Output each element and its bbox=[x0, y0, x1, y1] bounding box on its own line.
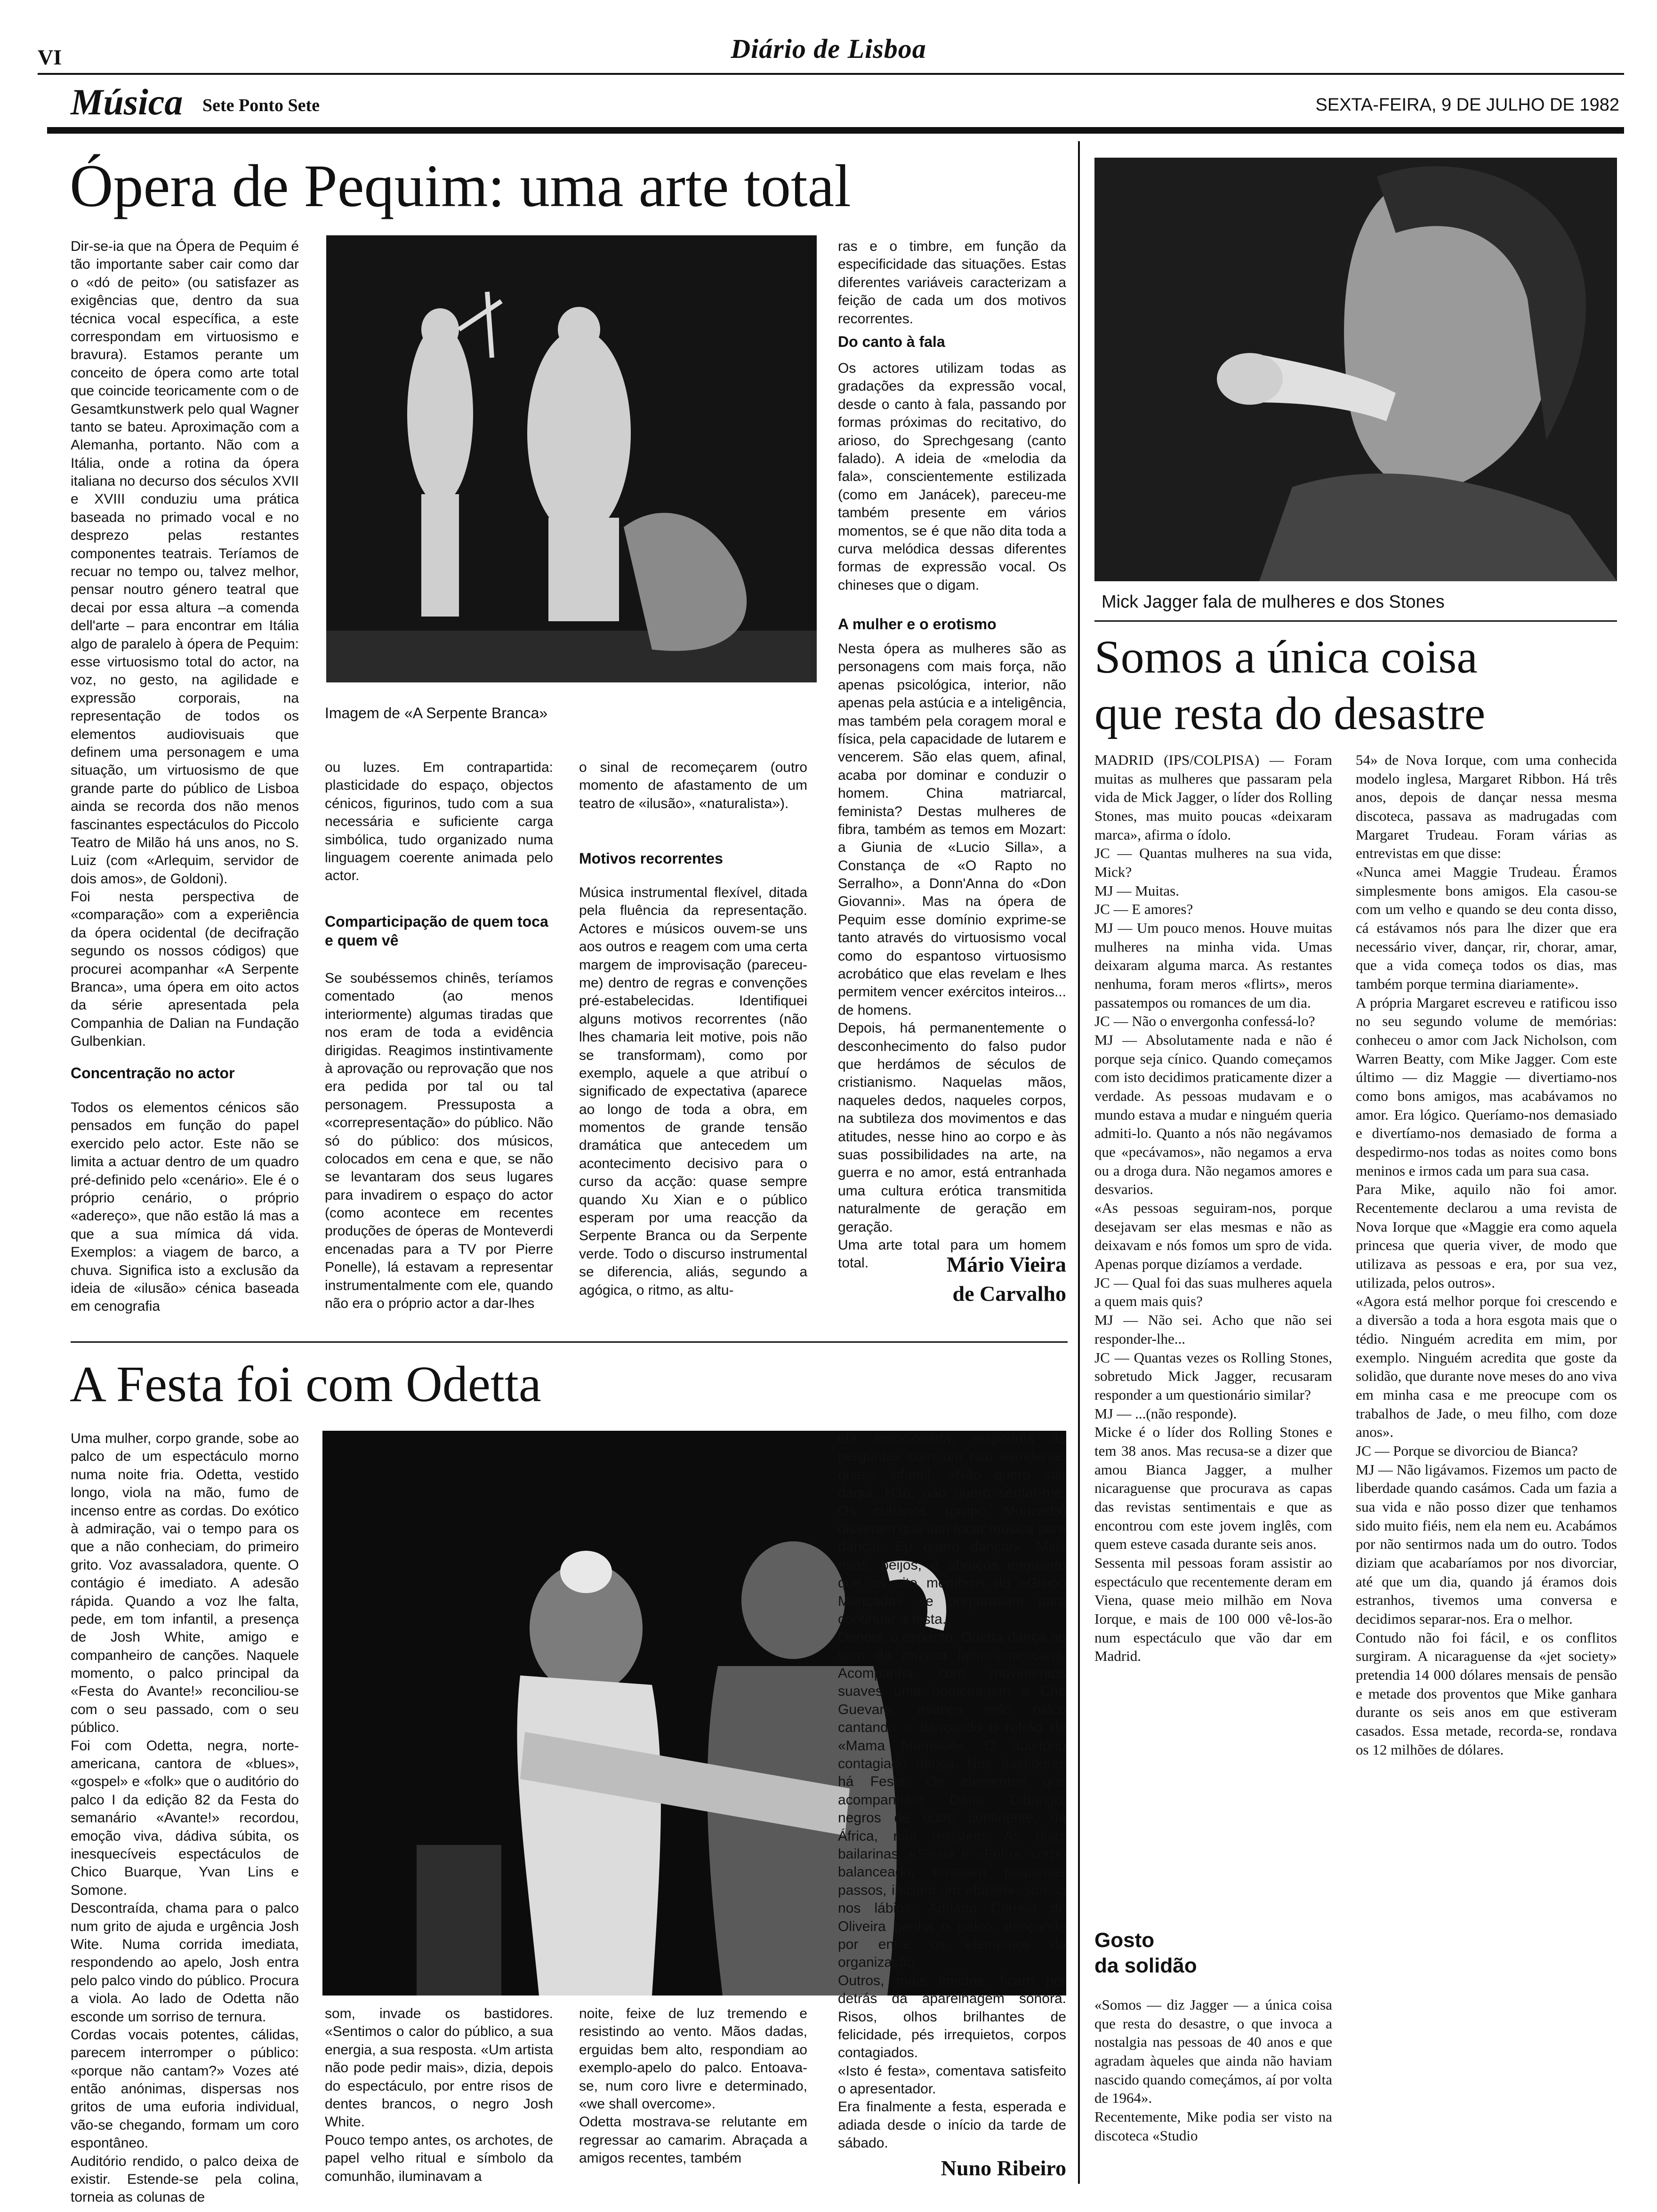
opera-col4c-text: Nesta ópera as mulheres são as personagens com mais força, não apenas psicológica, interior, não apenas pela astúcia e a inteligência, mas também pela coragem moral e física, pela capacidade de lutarem e vencerem. São elas quem, afinal, acaba por dominar e conduzir o homem. China matriarcal, feminista? Destas mulheres de fibra, também as temos em Mozart: a Giunia de «Lucio Silla», a Constança de «O Rapto no Serralho», a Donn'Anna do «Don Giovanni». Mas na ópera de Pequim esse domínio exprime-se tanto através do virtuosismo vocal como do espantoso virtuosismo acrobático que elas revelam e lhes permitem vencer exércitos inteiros... de homens. Depois, há permanentemente o desconhecimento do falso pudor que herdámos de séculos de cristianismo. Naquelas mãos, naqueles dedos, naqueles corpos, na subtileza dos movimentos e das atitudes, nesse hino ao corpo e às suas possibilidades na arte, na guerra e no amor, está entranhada uma cultura erótica transmitida naturalmente de geração em geração. Uma arte total para um homem total. bbox=[838, 641, 1066, 1271]
opera-subhead-woman: A mulher e o erotismo bbox=[838, 616, 997, 633]
opera-article-title: Ópera de Pequim: uma arte total bbox=[70, 152, 851, 219]
column-divider bbox=[1078, 141, 1080, 2184]
page-number: VI bbox=[38, 45, 62, 69]
jagger-title-line2: que resta do desastre bbox=[1094, 687, 1486, 739]
jagger-subhead-alone-2: da solidão bbox=[1094, 1954, 1197, 1977]
opera-col1b-text: Todos os elementos cénicos são pensados em função do papel exercido pelo actor. Este não se limita a actuar dentro de um quadro pré-definido pelo «cenário». Ele é o próprio cenário, o próprio «adereço», que não estão lá mas a que a sua mímica dá vida. Exemplos: a viagem de barco, a chuva. Significa isto a exclusão da ideia de «ilusão» cénica baseada em cenografia bbox=[71, 1100, 299, 1314]
jagger-col2-text: 54» de Nova Iorque, com uma conhecida modelo inglesa, Margaret Ribbon. Há três anos, depois de dançar nessa mesma discoteca, passava as madrugadas com Margaret Trudeau. Foram várias as entrevistas em que disse: «Nunca amei Maggie Trudeau. Éramos simplesmente bons amigos. Ela casou-se com um velho e quando se deu conta disso, cá estávamos nós para lhe dizer que era necessário viver, dançar, rir, chorar, amar, que a vida começa todos os dias, mas também porque termina diariamente». A própria Margaret escreveu e ratificou isso no seu segundo volume de memórias: conheceu o amor com Jack Nicholson, com Warren Beatty, com Mike Jagger. Com este último — diz Maggie — divertiamo-nos como bons amigos, mas acabávamos no amor. Era lógico. Queríamo-nos demasiado e divertíamo-nos demasiado de forma a despedirmo-nos todas as noites como bons meninos e irmos cada um para sua casa. Para Mike, aquilo não foi amor. Recentemente declarou a uma revista de Nova Iorque que «Maggie era como aquela princesa que queria viver, de modo que utilizava as pessoas e era, por sua vez, utilizada, pelos outros». «Agora está melhor porque foi crescendo e a diversão a toda a hora esgota mais que o tédio. Ninguém acredita em mim, por exemplo. Ninguém acredita que goste da solidão, que durante nove meses do ano viva em minha casa e me preocupe com os trabalhos de Jade, o meu filho, com doze anos». JC — Porque se divorciou de Bianca? MJ — Não ligávamos. Fizemos um pacto de liberdade quando casámos. Cada um fazia a sua vida e não posso dizer que tenhamos sido muito fiéis, nem ela nem eu. Acabámos por não sentirmos nada um do outro. Todos diziam que acabaríamos por nos divorciar, até que um dia, quando já éramos dois estranhos, tivemos uma conversa e decidimos separar-nos. Era o melhor. Contudo não foi fácil, e os conflitos surgiram. A nicaraguense da «jet society» pretendia 14 000 dólares mensais de pensão e metade dos proventos que Mike ganhara durante os seis anos em que estiveram casados. Essa metade, recorda-se, rondava os 12 milhões de dólares. bbox=[1356, 752, 1617, 1758]
article-divider bbox=[71, 1341, 1068, 1343]
mick-jagger-photo bbox=[1094, 158, 1617, 581]
opera-col4b-text: Os actores utilizam todas as gradações da expressão vocal, desde o canto à fala, passando por formas próximas do recitativo, do arioso, do Sprechgesang (canto falado). A ideia de «melodia da fala», conscientemente estilizada (como em Janácek), pareceu-me também presente em vários momentos, se é que não dita toda a curva melódica dessas diferentes formas de expressão vocal. Os chineses que o digam. bbox=[838, 361, 1066, 593]
odetta-col1-text: Uma mulher, corpo grande, sobe ao palco de um espectáculo morno numa noite fria. Odetta, vestido longo, viola na mão, fumo de incenso entre as cordas. Do exótico à admiração, vai o tempo para os que a não conheciam, do primeiro grito. Voz avassaladora, quente. O contágio é imediato. A adesão rápida. Quando a voz lhe falta, pede, em tom infantil, a presença de Josh White, amigo e companheiro de canções. Naquele momento, o palco principal da «Festa do Avante!» reconciliou-se com o seu passado, com o seu público. Foi com Odetta, negra, norte-americana, cantora de «blues», «gospel» e «folk» que o auditório do palco I da edição 82 da Festa do semanário «Avante!» recordou, emoção viva, dádiva súbita, os inesquecíveis espectáculos de Chico Buarque, Yvan Lins e Somone. Descontraída, chama para o palco num grito de ajuda e urgência Josh Wite. Numa corrida imediata, respondendo ao apelo, Josh entra pelo palco vindo do público. Procura a viola. Ao lado de Odetta não esconde um sorriso de ternura. Cordas vocais potentes, cálidas, parecem interromper o público: «porque não cantam?» Vozes até então anónimas, dispersas nos gritos de uma euforia individual, vão-se chegando, formam um coro espontâneo. Auditório rendido, o palco deixa de existir. Estende-se pela colina, torneia as colunas de bbox=[71, 1431, 299, 2205]
jagger-col1b-text: «Somos — diz Jagger — a única coisa que resta do desastre, o que invoca a nostalgia nas pessoas de 40 anos e que agradam àqueles que ainda não haviam nascido quando começámos, aí por volta de 1964». Recentemente, Mike podia ser visto na discoteca «Studio bbox=[1094, 1996, 1332, 2144]
opera-author-line1: Mário Vieira bbox=[946, 1252, 1066, 1276]
jagger-subhead-alone-1: Gosto bbox=[1094, 1929, 1155, 1952]
jagger-title-line1: Somos a única coisa bbox=[1094, 631, 1478, 683]
odetta-author: Nuno Ribeiro bbox=[941, 2156, 1066, 2180]
opera-subhead-share: Comparticipação de quem toca e quem vê bbox=[325, 913, 548, 949]
odetta-col3-text: noite, feixe de luz tremendo e resistindo ao vento. Mãos dadas, erguidas bem alto, respondiam ao exemplo-apelo do palco. Entoava-se, num coro livre e determinado, «we shall overcome». Odetta mostrava-se relutante em regressar ao camarim. Abraçada a amigos recentes, também bbox=[579, 2006, 807, 2166]
masthead: Diário de Lisboa bbox=[731, 33, 926, 64]
opera-subhead-motifs: Motivos recorrentes bbox=[579, 850, 723, 867]
header-rule-bottom bbox=[47, 127, 1624, 134]
section-label: Música bbox=[71, 81, 183, 122]
opera-subhead-actor: Concentração no actor bbox=[71, 1065, 235, 1082]
odetta-col2-text: som, invade os bastidores. «Sentimos o calor do público, a sua energia, a sua resposta. «Um artista não pode pedir mais», dizia, depois do espectáculo, por entre risos de dentes brancos, o negro Josh White. Pouco tempo antes, os archotes, de papel velho ritual e símbolo da comunhão, iluminavam a bbox=[325, 2006, 553, 2184]
odetta-article-title: A Festa foi com Odetta bbox=[70, 1356, 541, 1412]
opera-col2b-text: Se soubéssemos chinês, teríamos comentado (ao menos interiormente) algumas tiradas que nos eram de toda a evidência dirigidas. Reagimos instintivamente à aprovação ou reprovação que nos era pedida por tal ou tal personagem. Pressuposta a «correpresentação» do público. Não só do público: dos músicos, colocados em cena e que, se não se levantaram dos seus lugares para invadirem o espaço do actor (como acontece em recentes produções de óperas de Monteverdi encenadas para a TV por Pierre Ponelle), lá estavam a representar instrumentalmente com ele, quando não era o próprio actor a dar-lhes bbox=[325, 970, 553, 1312]
opera-col2a-text: ou luzes. Em contrapartida: plasticidade do espaço, objectos cénicos, figurinos, tudo com a sua necessária e suficiente carga simbólica, tudo organizado numa linguagem coerente animada pelo actor. bbox=[325, 760, 553, 884]
subsection-label: Sete Ponto Sete bbox=[202, 96, 320, 115]
serpente-branca-photo bbox=[322, 235, 817, 682]
header-rule-top bbox=[38, 73, 1624, 75]
opera-col3a-text: o sinal de recomeçarem (outro momento de afastamento de um teatro de «ilusão», «naturalista»). bbox=[579, 760, 807, 811]
opera-col4a-text: ras e o timbre, em função da especificidade das situações. Estas diferentes variáveis caracterizam a feição de cada um dos motivos recorrentes. bbox=[838, 239, 1066, 327]
opera-subhead-song: Do canto à fala bbox=[838, 333, 945, 350]
odetta-col4-text: ela emocionada, respondia às perguntas com um riso estridente, quase infantil. «Não quero sair daqui. Não, não quero sentar-me. Os cubanos (grupo Moncada) disseram que iam tocar música para dançar. Eu quero dançar». Mais risos, beijos, e abraços enquanto que os oito membros do «Grupo Moncada» se preparavam para continuar a festa. Depois, o espanto. Odetta dança ao som da música latino-americana. Acompanha com movimentos suaves uma homenagem a Che Guevara, avança pelo palco cantando e dançando o refrão de «Mama Mamaué». O auditório contagiado dança. Nos bastidores há Festa. Os elementos que acompanham Danu Dibango, negros de outro continente, da África, não resistem. As duas bailarinas, «Sissi» e «Fofo», corpo balanceado, ensaiam pequenos passos, iniciam um «ballet», sorriso nos lábios. Adriano Correia de Oliveira ganha o palco, dançando por entre os elementos da organização. Outros, mais tímidos, ficam por detrás da aparelhagem sonora. Risos, olhos brilhantes de felicidade, pés irrequietos, corpos contagiados. «Isto é festa», comentava satisfeito o apresentador. Era finalmente a festa, esperada e adiada desde o início da tarde de sábado. bbox=[838, 1431, 1066, 2151]
opera-col1-text: Dir-se-ia que na Ópera de Pequim é tão importante saber cair como dar o «dó de peito» (ou satisfazer as exigências que, dentro da sua técnica vocal específica, a este correspondam em virtuosismo e bravura). Estamos perante um conceito de ópera como arte total que coincide teoricamente com o de Gesamtkunstwerk pelo qual Wagner tanto se bateu. Aproximação com a Alemanha, portanto. Não com a Itália, onde a rotina da ópera italiana no decurso dos séculos XVII e XVIII conduziu uma prática baseada no primado vocal e no desprezo pelas restantes componentes teatrais. Teríamos de recuar no tempo ou, talvez melhor, pensar noutro género teatral que decai por essa altura –a comenda dell'arte – para encontrar em Itália algo de paralelo à ópera de Pequim: esse virtuosismo total do actor, na voz, no gesto, na agilidade e expressão corporais, na representação de todos os elementos audiovisuais que definem uma personagem e uma situação, um virtuosismo de que grande parte do público de Lisboa ainda se recorda dos não menos fascinantes espectáculos do Piccolo Teatro de Milão há uns anos, no S. Luiz (com «Arlequim, servidor de dois amos», de Goldoni). Foi nesta perspectiva de «comparação» com a experiência da ópera ocidental (de decifração segundo os nossos códigos) que procurei acompanhar «A Serpente Branca», uma ópera em oito actos da série apresentada pela Companhia de Dalian na Fundação Gulbenkian. bbox=[71, 239, 299, 1050]
jagger-caption-rule bbox=[1094, 620, 1617, 622]
opera-author-line2: de Carvalho bbox=[952, 1282, 1066, 1306]
serpente-photo-caption: Imagem de «A Serpente Branca» bbox=[325, 705, 548, 721]
jagger-col1-text: MADRID (IPS/COLPISA) — Foram muitas as mulheres que passaram pela vida de Mick Jagger, o líder dos Rolling Stones, mas muito poucas «deixaram marca», afirma o ídolo. JC — Quantas mulheres na sua vida, Mick? MJ — Muitas. JC — E amores? MJ — Um pouco menos. Houve muitas mulheres na minha vida. Umas deixaram alguma marca. As restantes nenhuma, foram meros «flirts», meros passatempos ou romances de um dia. JC — Não o envergonha confessá-lo? MJ — Absolutamente nada e não é porque seja cínico. Quando começamos com isto decidimos praticamente dizer a verdade. As pessoas mudavam e o mundo estava a mudar e ninguém queria admiti-lo. Quanto a nós não negávamos que «pecávamos», não negamos a erva ou a droga dura. Não negamos amores e desvarios. «As pessoas seguiram-nos, porque desejavam ser elas mesmas e não as deixavam e nós fomos um spro de vida. Apenas porque dizíamos a verdade. JC — Qual foi das suas mulheres aquela a quem mais quis? MJ — Não sei. Acho que não sei responder-lhe... JC — Quantas vezes os Rolling Stones, sobretudo Mick Jagger, recusaram responder a um questionário similar? MJ — ...(não responde). Micke é o líder dos Rolling Stones e tem 38 anos. Mas recusa-se a dizer que amou Bianca Jagger, a mulher nicaraguense que procurava as capas das revistas sentimentais e que as encontrou com este jovem inglês, com quem esteve casada durante seis anos. Sessenta mil pessoas foram assistir ao espectáculo que recentemente deram em Viena, quase meio milhão em Nova Iorque, e mais de 100 000 vê-los-ão num espectáculo que vão dar em Madrid. bbox=[1094, 752, 1332, 1665]
jagger-photo-caption: Mick Jagger fala de mulheres e dos Stones bbox=[1102, 592, 1445, 612]
opera-col3b-text: Música instrumental flexível, ditada pela fluência da representação. Actores e músicos ouvem-se uns aos outros e reagem com uma certa margem de improvisação (pareceu-me) dentro de regras e convenções pré-estabelecidas. Identifiquei alguns motivos recorrentes (não lhes chamaria leit motive, pois não se transformam), como por exemplo, aquele a que atribuí o significado de expectativa (aparece ao longo de toda a obra, em momentos de grande tensão dramática que antecedem um acontecimento decisivo para o curso da acção: quase sempre quando Xu Xian e o público esperam por uma reacção da Serpente Branca ou da Serpente verde. Todo o discurso instrumental se diferencia, aliás, segundo a agógica, o ritmo, as altu- bbox=[579, 885, 807, 1298]
issue-date: SEXTA-FEIRA, 9 DE JULHO DE 1982 bbox=[1315, 95, 1619, 115]
